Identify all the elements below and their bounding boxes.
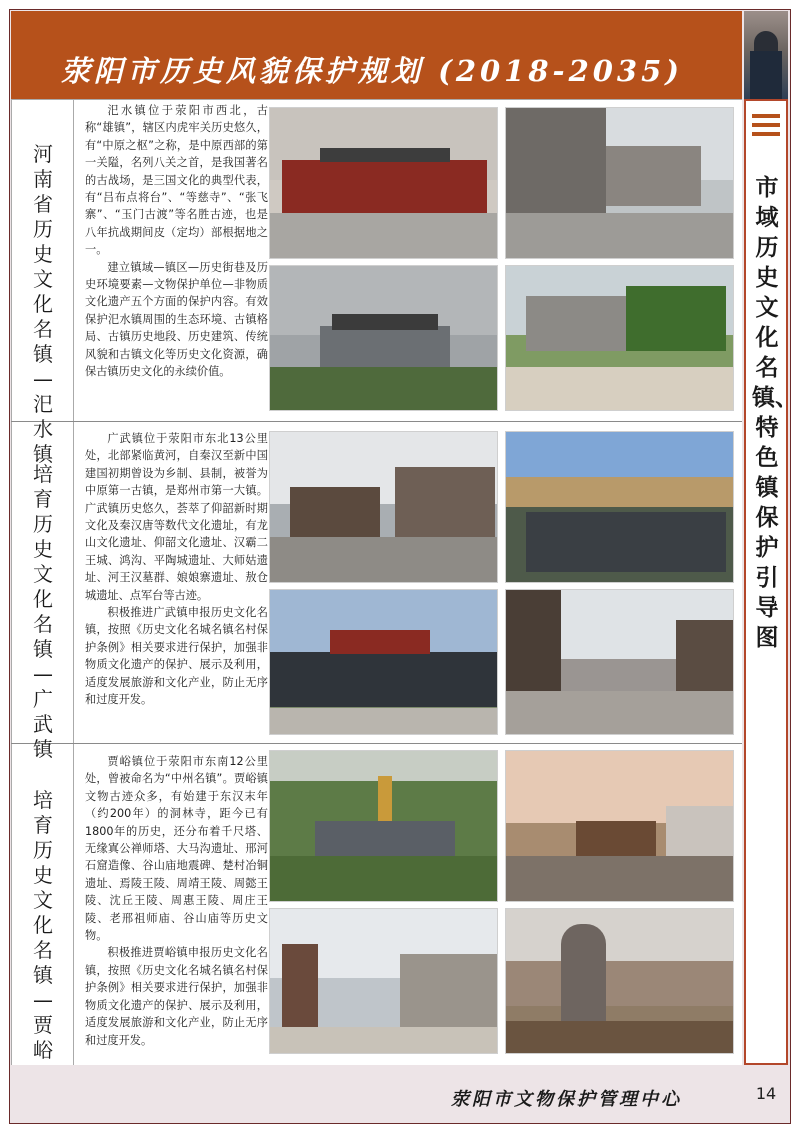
photo-stone-lion (505, 908, 734, 1054)
photo-town-square (505, 750, 734, 902)
sidebar-title: 市域历史文化名镇、特色镇保护引导图 (752, 174, 798, 651)
photo-village-houses (505, 265, 734, 411)
paragraph: 汜水镇位于荥阳市西北，古称“雄镇”，辖区内虎牢关历史悠久，有“中原之枢”之称，是中原西部的第一关隘，名列八关之首，是我国著名的古战场，是三国文化的典型代表，有“吕布点将台”、“等慈寺”、“张飞寨”、“玉门古渡”等名胜古迹，也是八年抗战期间皮（定均）部根据地之一。 (85, 104, 268, 257)
menu-lines-icon (752, 114, 780, 140)
footer-bar (11, 1065, 742, 1122)
content-area (11, 99, 742, 1066)
section-label-column (11, 744, 74, 1066)
section-text (85, 102, 268, 381)
section-text (85, 753, 268, 1049)
photo-bell-tower (269, 908, 498, 1054)
section-label: 培育历史文化名镇—广武镇 (33, 462, 53, 761)
section-label: 河南省历史文化名镇—汜水镇 (33, 142, 53, 466)
section-sishui (11, 100, 742, 466)
photo-city-wall (269, 589, 498, 735)
section-label-column (11, 100, 74, 466)
photo-city-gate (269, 265, 498, 411)
section-jiayu (11, 744, 742, 1066)
photo-market-street (505, 589, 734, 735)
photo-ancient-buildings (269, 431, 498, 583)
photo-old-street (505, 107, 734, 259)
paragraph: 广武镇位于荥阳市东北13公里处，北部紧临黄河，自秦汉至新中国建国初期曾设为乡制、县制，被誉为中原第一古镇，是郑州市第一大镇。广武镇历史悠久，荟萃了仰韶新时期文化及秦汉唐等数代文化遗址，有龙山文化遗址、仰韶文化遗址、汉霸二王城、鸿沟、平陶城遗址、大师姑遗址、河王汉墓群、娘娘寨遗址、敖仓城遗址、点军台等古迹。 (85, 432, 268, 602)
title-banner (11, 11, 742, 99)
section-label-column (11, 422, 74, 761)
page-title: 荥阳市历史风貌保护规划 (2018-2035) (61, 54, 684, 88)
section-text (85, 430, 268, 709)
footer-organization: 荥阳市文物保护管理中心 (451, 1089, 682, 1110)
photo-rooftops-aerial (505, 431, 734, 583)
paragraph: 贾峪镇位于荥阳市东南12公里处，曾被命名为“中州名镇”。贾峪镇文物古迹众多，有始建于东汉末年（约200年）的洞林寺，距今已有1800年的历史，还分布着千尺塔、无缘寘公禅师塔、大马沟遗址、邢河石窟造像、谷山庙地震碑、楚村冶铜遗址、焉陵王陵、周靖王陵、周懿王陵、沈丘王陵、周惠王陵、周庄王陵、老邢祖师庙、谷山庙等历史文物。 (85, 755, 268, 943)
section-label: 培育历史文化名镇—贾峪 (33, 788, 53, 1062)
photo-temple-pagoda (269, 750, 498, 902)
tower-dome-shape (754, 31, 778, 53)
paragraph: 积极推进广武镇申报历史文化名镇，按照《历史文化名城名镇名村保护条例》相关要求进行保护，加强非物质文化遗产的保护、展示及利用，适度发展旅游和文化产业，防止无序和过度开发。 (85, 606, 268, 707)
right-sidebar (744, 99, 798, 1065)
section-guangwu (11, 422, 742, 761)
corner-photo-tower (744, 11, 788, 99)
tower-body-shape (750, 51, 782, 99)
paragraph: 积极推进贾峪镇申报历史文化名镇，按照《历史文化名城名镇名村保护条例》相关要求进行保护，加强非物质文化遗产的保护、展示及利用，适度发展旅游和文化产业，防止无序和过度开发。 (85, 946, 268, 1047)
photo-gate-hall (269, 107, 498, 259)
page-number: 14 (755, 1084, 777, 1103)
paragraph: 建立镇域—镇区—历史街巷及历史环境要素—文物保护单位—非物质文化遗产五个方面的保护内容。有效保护汜水镇周围的生态环境、古镇格局、古镇历史地段、历史建筑、传统风貌和古镇文化等历史文化资源，确保古镇历史文化的永续价值。 (85, 260, 268, 379)
